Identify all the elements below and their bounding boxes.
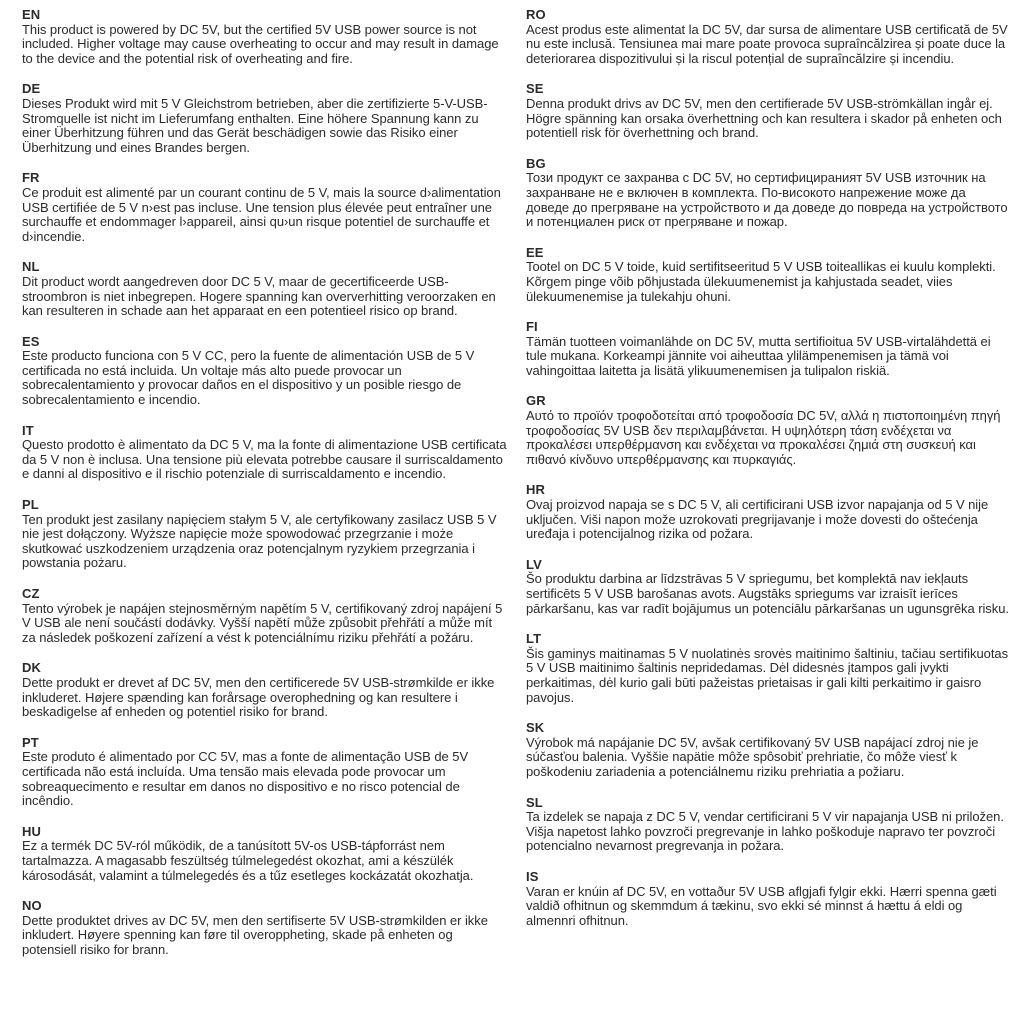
language-code-ro: RO [526, 7, 546, 22]
language-code-fr: FR [22, 170, 40, 186]
language-code-lt: LT [526, 631, 542, 647]
language-code-dk: DK [22, 660, 41, 676]
language-code-sk: SK [526, 720, 545, 736]
warning-text-cz: Tento výrobek je napájen stejnosměrným napětím 5 V, certifikovaný zdroj napájení 5 V USB ale není součástí dodávky. Vyšší napětí může způsobit přehřátí a může mít za následek poškození zařízení a vést k potenciálnímu riziku přehřátí a požáru. [22, 600, 503, 645]
warning-text-pl: Ten produkt jest zasilany napięciem stałym 5 V, ale certyfikowany zasilacz USB 5 V nie jest dołączony. Wyższe napięcie może spowodować przegrzanie i może skutkować uszkodzeniem urządzenia oraz potencjalnym ryzykiem przegrzania i powstania pożaru. [22, 511, 497, 571]
warning-text-sk: Výrobok má napájanie DC 5V, avšak certifikovaný 5V USB napájací zdroj nie je súčasťou balenia. Vyššie napätie môže spôsobiť prehriatie, čo môže viesť k poškodeniu zariadenia a potenciálnemu riziku prehriatia a požiaru. [526, 734, 979, 779]
section-hu [22, 825, 508, 883]
warning-text-fi: Tämän tuotteen voimanlähde on DC 5V, mutta sertifioitua 5V USB-virtalähdettä ei tule mukana. Korkeampi jännite voi aiheuttaa ylilämpenemisen ja tämä voi vahingoittaa laitetta ja lisätä ylikuumenemisen ja tulipalon riskiä. [526, 333, 991, 378]
language-code-gr: GR [526, 393, 546, 409]
language-code-fi: FI [526, 319, 538, 335]
warning-text-lv: Šo produktu darbina ar līdzstrāvas 5 V spriegumu, bet komplektā nav iekļauts sertificēts 5 V USB barošanas avots. Augstāks spriegums var izraisīt ierīces pārkaršanu, kas var radīt bojājumus un potenciālu pārkaršanas un ugunsgrēka risku. [526, 571, 1009, 616]
section-de [22, 82, 508, 155]
left-column [22, 8, 508, 973]
warning-text-dk: Dette produkt er drevet af DC 5V, men den certificerede 5V USB-strømkilde er ikke inkluderet. Højere spænding kan forårsage overophedning og kan resultere i beskadigelse af enheden og potentiel risiko for brand. [22, 674, 495, 720]
language-code-pl: PL [22, 497, 39, 513]
section-bg [526, 157, 1012, 230]
section-se [526, 82, 1012, 140]
language-code-is: IS [526, 868, 539, 884]
section-es [22, 335, 508, 408]
warning-text-es: Este producto funciona con 5 V CC, pero la fuente de alimentación USB de 5 V certificada no está incluida. Un voltaje más alto puede provocar un sobrecalentamiento y provocar daños en el dispositivo y un posible riesgo de sobrecalentamiento e incendio. [22, 348, 475, 408]
section-ee [526, 246, 1012, 304]
section-sk [526, 721, 1012, 779]
warning-text-en: This product is powered by DC 5V, but the certified 5V USB power source is not included. Higher voltage may cause overheating to occur and may result in damage to the device and the potential risk of overheating and fire. [22, 21, 499, 66]
section-lv [526, 558, 1012, 616]
language-code-de: DE [22, 81, 41, 97]
section-pt [22, 736, 508, 809]
warning-text-pt: Este produto é alimentado por CC 5V, mas a fonte de alimentação USB de 5V certificada não está incluída. Uma tensão mais elevada pode provocar um sobreaquecimento e resultar em danos no dispositivo e no risco potencial de incêndio. [22, 749, 469, 809]
section-hr [526, 483, 1012, 541]
section-sl [526, 796, 1012, 854]
language-code-hr: HR [526, 482, 545, 498]
language-code-ee: EE [526, 244, 544, 260]
section-cz [22, 587, 508, 645]
warning-text-nl: Dit product wordt aangedreven door DC 5 V, maar de gecertificeerde USB-stroombron is niet inbegrepen. Hogere spanning kan oververhitting veroorzaken en kan resulteren in schade aan het apparaat en een potentieel risico op brand. [22, 273, 496, 319]
warning-text-sl: Ta izdelek se napaja z DC 5 V, vendar certificirani 5 V vir napajanja USB ni priložen. Višja napetost lahko povzroči pregrevanje in lahko poškoduje napravo ter povzroči potencialno nevarnost pregrevanja in požara. [526, 809, 1004, 854]
warning-text-is: Varan er knúin af DC 5V, en vottaður 5V USB aflgjafi fylgir ekki. Hærri spenna gæti valdið ofhitnun og skemmdum á tækinu, svo ekki sé minnst á hættu á eldi og almennri ofhitnun. [526, 883, 997, 928]
right-column [526, 8, 1012, 973]
warning-text-it: Questo prodotto è alimentato da DC 5 V, ma la fonte di alimentazione USB certificata da 5 V non è inclusa. Una tensione più elevata potrebbe causare il surriscaldamento e danni al dispositivo e il rischio potenziale di surriscaldamento e incendio. [22, 437, 507, 482]
language-code-no: NO [22, 898, 42, 914]
warning-text-hu: Ez a termék DC 5V-ról működik, de a tanúsított 5V-os USB-tápforrást nem tartalmazza. A magasabb feszültség túlmelegedést okozhat, ami a készülék károsodását, valamint a túlmelegedés és a tűz esetleges kockázatát okozhatja. [22, 838, 474, 883]
section-ro [526, 8, 1012, 66]
language-code-se: SE [526, 81, 544, 97]
language-code-lv: LV [526, 556, 542, 572]
language-code-nl: NL [22, 259, 40, 275]
language-code-it: IT [22, 422, 34, 438]
warning-text-de: Dieses Produkt wird mit 5 V Gleichstrom betrieben, aber die zertifizierte 5-V-USB-Stromquelle ist nicht im Lieferumfang enthalten. Eine höhere Spannung kann zu einer Überhitzung führen und das Gerät beschädigen sowie das Risiko einer Überhitzung und eines Brandes bergen. [22, 95, 488, 155]
warning-text-ee: Tootel on DC 5 V toide, kuid sertifitseeritud 5 V USB toiteallikas ei kuulu komplekti. Kõrgem pinge võib põhjustada ülekuumenemist ja kahjustada seadet, viies ülekuumenemise ja tulekahju ohuni. [526, 259, 996, 304]
language-code-hu: HU [22, 823, 41, 839]
section-is [526, 870, 1012, 928]
section-lt [526, 632, 1012, 705]
section-pl [22, 498, 508, 571]
warning-text-gr: Αυτό το προϊόν τροφοδοτείται από τροφοδοσία DC 5V, αλλά η πιστοποιημένη πηγή τροφοδοσίας 5V USB δεν περιλαμβάνεται. Η υψηλότερη τάση ενδέχεται να προκαλέσει υπερθέρμανση και ενδέχεται να προκαλέσει ζημιά στη συσκευή και πιθανό κίνδυνο υπερθέρμανσης και πυρκαγιάς. [526, 408, 1001, 467]
warning-text-ro: Acest produs este alimentat la DC 5V, dar sursa de alimentare USB certificată de 5V nu este inclusă. Tensiunea mai mare poate provoca supraîncălzirea și poate duce la deteriorarea dispozitivului și la riscul potențial de supraîncălzire și incendiu. [526, 21, 1008, 66]
section-dk [22, 661, 508, 719]
warning-text-lt: Šis gaminys maitinamas 5 V nuolatinės srovės maitinimo šaltiniu, tačiau sertifikuotas 5 V USB maitinimo šaltinis nepridedamas. Dėl didesnės įtampos gali įvykti perkaitimas, dėl kurio gali būti pažeistas prietaisas ir gali kilti perkaitimo ir gaisro pavojus. [526, 645, 1009, 705]
section-fi [526, 320, 1012, 378]
language-code-sl: SL [526, 794, 543, 810]
language-code-bg: BG [526, 155, 546, 171]
section-it [22, 424, 508, 482]
warning-text-fr: Ce produit est alimenté par un courant continu de 5 V, mais la source d›alimentation USB certifiée de 5 V n›est pas incluse. Une tension plus élevée peut entraîner une surchauffe et endommager l›appareil, ainsi qu›un risque potentiel de surchauffe et d›incendie. [22, 184, 501, 244]
language-code-es: ES [22, 333, 40, 349]
language-code-pt: PT [22, 734, 39, 750]
language-code-cz: CZ [22, 586, 40, 601]
section-nl [22, 260, 508, 318]
warning-text-bg: Този продукт се захранва с DC 5V, но сертифицираният 5V USB източник на захранване не е включен в комплекта. По-високото напрежение може да доведе до прегряване на устройството и да доведе до повреда на устройството и потенциален риск от прегряване и пожар. [526, 170, 1008, 230]
language-code-en: EN [22, 7, 41, 22]
section-en [22, 8, 508, 66]
section-gr [526, 394, 1012, 467]
warning-text-no: Dette produktet drives av DC 5V, men den sertifiserte 5V USB-strømkilden er ikke inkludert. Høyere spenning kan føre til overoppheting, skade på enheten og potensiell risiko for brann. [22, 912, 488, 957]
section-fr [22, 171, 508, 244]
warning-text-se: Denna produkt drivs av DC 5V, men den certifierade 5V USB-strömkällan ingår ej. Högre spänning kan orsaka överhettning och kan resultera i skador på enheten och potentiell risk för överhettning och brand. [526, 95, 1002, 141]
section-no [22, 899, 508, 957]
warning-text-hr: Ovaj proizvod napaja se s DC 5 V, ali certificirani USB izvor napajanja od 5 V nije uključen. Viši napon može uzrokovati pregrijavanje i može dovesti do oštećenja uređaja i potencijalnog rizika od požara. [526, 497, 989, 542]
